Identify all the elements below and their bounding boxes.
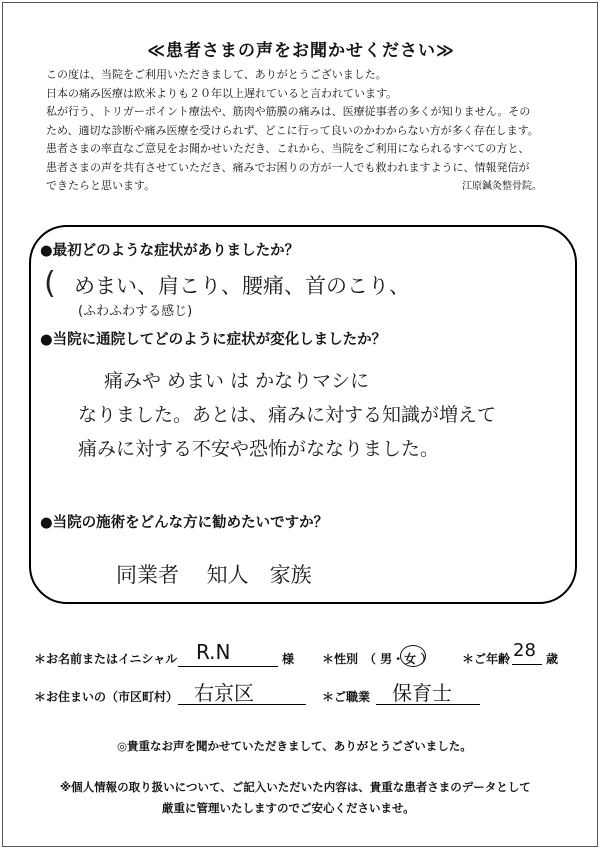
age-value[interactable]: 28 (513, 640, 536, 661)
intro-last-line: できたらと思います。 (46, 179, 156, 192)
answer-1-line-2: (ふわふわする感じ) (78, 304, 193, 319)
question-2: ●当院に通院してどのように症状が変化しましたか？ (40, 332, 387, 348)
answer-2-line-3: 痛みに対する不安や恐怖がななりました。 (78, 438, 440, 460)
address-label: ＊お住まいの（市区町村） (34, 690, 179, 704)
thanks-text: ◎貴重なお声を聞かせていただきまして、ありがとうございました。 (117, 739, 472, 753)
answer-2-line-2: なりました。あとは、痛みに対する知識が増えて (78, 404, 497, 426)
clinic-signature: 江原鍼灸整骨院。 (462, 181, 542, 192)
intro-line: この度は、当院をご利用いただきまして、ありがとうございました。 (46, 68, 387, 81)
address-value[interactable]: 右京区 (194, 681, 254, 705)
intro-line: 私が行う、トリガーポイント療法や、筋肉や筋膜の痛みは、医療従事者の多くが知りません。その (46, 105, 531, 118)
job-label: ＊ご職業 (322, 690, 371, 704)
job-value[interactable]: 保育士 (392, 681, 452, 705)
intro-line: ため、適切な診断や痛み医療を受けられず、どこに行って良いのかわからない方が多く存在します。 (46, 123, 539, 137)
intro-line: 日本の痛み医療は欧米よりも２０年以上遅れていると言われています。 (46, 86, 398, 100)
page-title: ≪患者さまの声をお聞かせください≫ (147, 41, 455, 61)
name-suffix: 様 (282, 652, 295, 666)
age-suffix: 歳 (546, 652, 559, 666)
gender-selected-circle[interactable] (400, 645, 426, 667)
age-underline (512, 664, 542, 665)
gender-label: ＊性別 （ 男・女 ） (322, 652, 433, 666)
name-underline (178, 666, 278, 667)
bracket-mark: ( (44, 266, 56, 301)
question-1: ●最初どのような症状がありましたか？ (40, 243, 300, 259)
name-label: ＊お名前またはイニシャル (34, 652, 178, 666)
name-value[interactable]: R.N (196, 640, 231, 664)
privacy-line-2: 厳重に管理いたしますのでご安心くださいませ。 (162, 801, 415, 815)
answer-1-line-1: めまい、肩こり、腰痛、首のこり、 (74, 274, 410, 298)
question-3: ●当院の施術をどんな方に勧めたいですか？ (40, 515, 329, 531)
answer-3: 同業者 知人 家族 (116, 563, 312, 587)
age-label: ＊ご年齢 (462, 652, 511, 666)
intro-line: 患者さまの率直なご意見をお聞かせいただき、これから、当院をご利用になられるすべての方と、 (46, 142, 530, 155)
answer-2-line-1: 痛みや めまい は かなりマシに (104, 370, 370, 392)
privacy-line-1: ※個人情報の取り扱いについて、ご記入いただいた内容は、貴重な患者さまのデータとして (60, 780, 531, 794)
intro-line: 患者さまの声を共有させていただき、痛みでお困りの方が一人でも救われますように、情報発信が (46, 160, 530, 174)
